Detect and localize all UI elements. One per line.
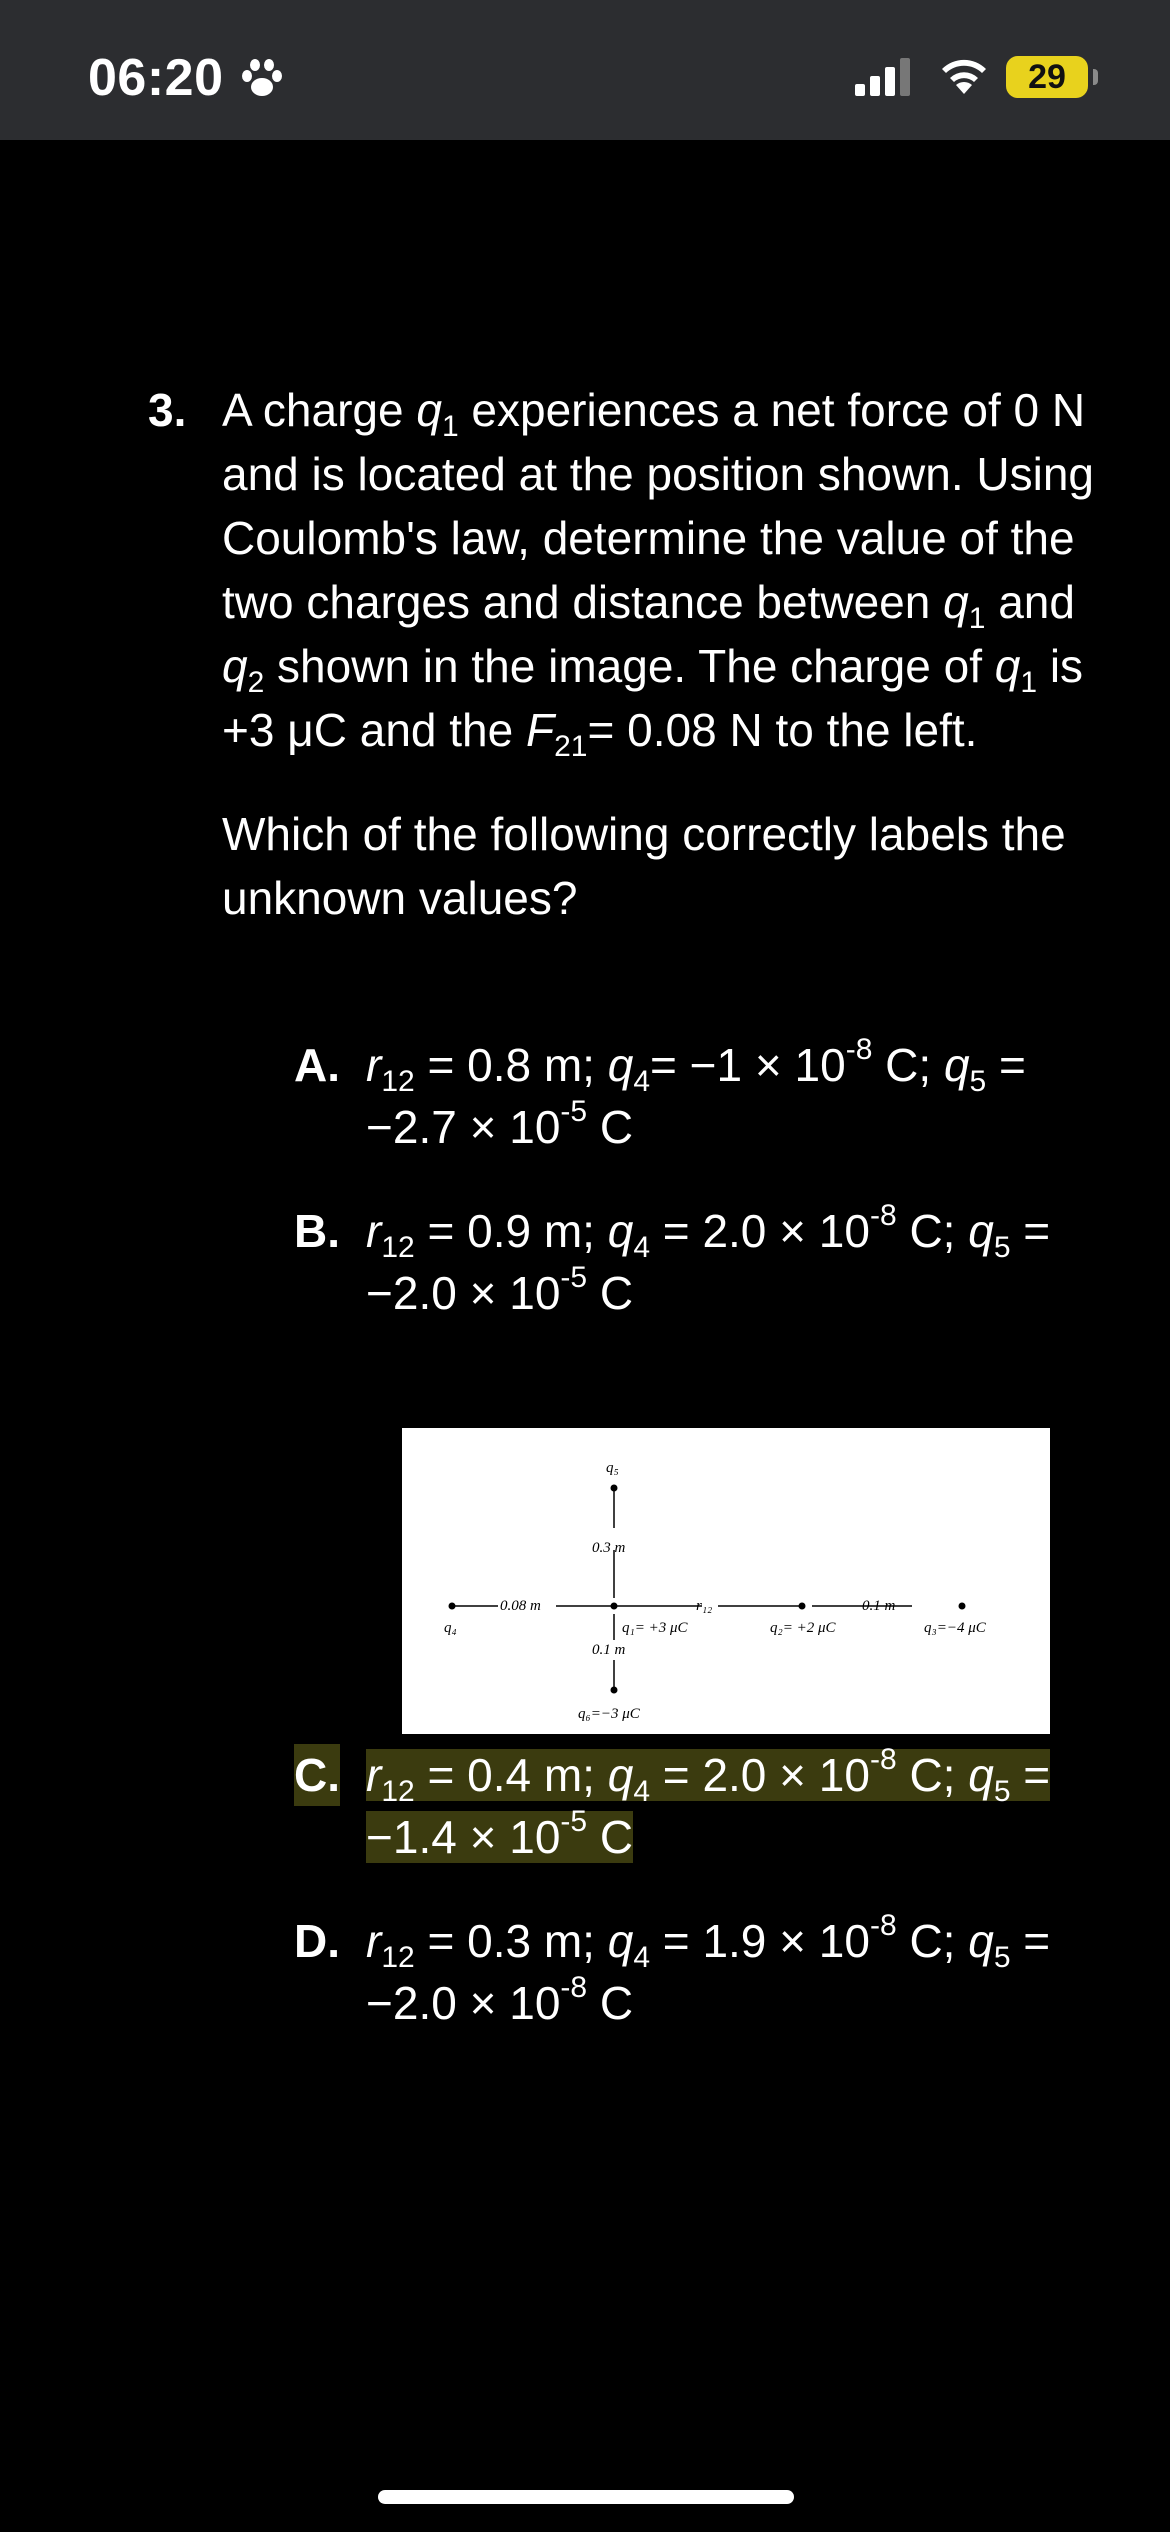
label-q3: q₃=−4 μC [924, 1620, 986, 1636]
label-q1: q₁= +3 μC [622, 1620, 688, 1636]
q3-dot [959, 1603, 966, 1610]
question-prompt: Which of the following correctly labels the unknown values? [222, 808, 1066, 924]
option-d-letter: D. [294, 1915, 340, 1967]
battery-indicator: 29 [1006, 56, 1088, 98]
paw-icon [238, 56, 286, 100]
option-b-text: $r_{12} = 0.9$ m; $q_4 = 2.0 \times 10^{-8}$ C; $q_5 = -2.0 \times 10^{-5}$ C [366, 1199, 1051, 1319]
label-dist-right: 0.1 m [862, 1598, 896, 1614]
option-d-text: $r_{12} = 0.3$ m; $q_4 = 1.9 \times 10^{-8}$ C; $q_5 = -2.0 \times 10^{-8}$ C [366, 1909, 1051, 2029]
label-q4: q₄ [444, 1620, 457, 1636]
option-c[interactable] [294, 1744, 1094, 1868]
q5-dot [611, 1485, 618, 1492]
option-a[interactable] [294, 1034, 1094, 1158]
label-dist-vert-bottom: 0.1 m [592, 1642, 626, 1658]
option-b[interactable] [294, 1200, 1094, 1324]
label-q2: q₂= +2 μC [770, 1620, 836, 1636]
option-c-letter: C. [294, 1744, 340, 1806]
home-indicator[interactable] [378, 2490, 794, 2504]
option-a-letter: A. [294, 1039, 340, 1091]
status-time-group [88, 48, 286, 108]
option-a-text: $r_{12} = 0.8$ m; $q_4= -1 \times 10^{-8}$ C; $q_5 = -2.7 \times 10^{-5}$ C [366, 1033, 1026, 1153]
q2-dot [799, 1603, 806, 1610]
q4-dot [449, 1603, 456, 1610]
wifi-icon [938, 56, 990, 96]
cellular-signal-icon [855, 58, 913, 96]
option-b-letter: B. [294, 1205, 340, 1257]
q1-dot [611, 1603, 618, 1610]
label-dist-vert-top: 0.3 m [592, 1540, 626, 1556]
label-r12: r₁₂ [696, 1598, 713, 1614]
clock-time: 06:20 [88, 49, 224, 107]
question-block [148, 378, 1098, 930]
option-c-text: $r_{12} = 0.4$ m; $q_4 = 2.0 \times 10^{-8}$ C; $q_5$ = $-1.4 \times 10^{-5}$ C [366, 1743, 1051, 1863]
status-bar [0, 0, 1170, 140]
charge-diagram [402, 1428, 1050, 1734]
label-q5: q₅ [606, 1460, 619, 1476]
label-q6: q₆=−3 μC [578, 1706, 640, 1722]
option-d[interactable] [294, 1910, 1094, 2034]
q6-dot [611, 1687, 618, 1694]
question-text: A charge $q_1$ experiences a net force of 0 N and is located at the position shown. Using Coulomb's law, determine the value of the two charges and distance between $q_1$ and $q_2$ shown in the image. The charge of $q_1$ is +3 μC and the $F_{21}= 0.08$ N to the left. [222, 384, 1094, 763]
charge-diagram-svg [402, 1428, 1050, 1734]
question-number: 3. [148, 384, 187, 436]
label-dist-left: 0.08 m [500, 1598, 541, 1614]
